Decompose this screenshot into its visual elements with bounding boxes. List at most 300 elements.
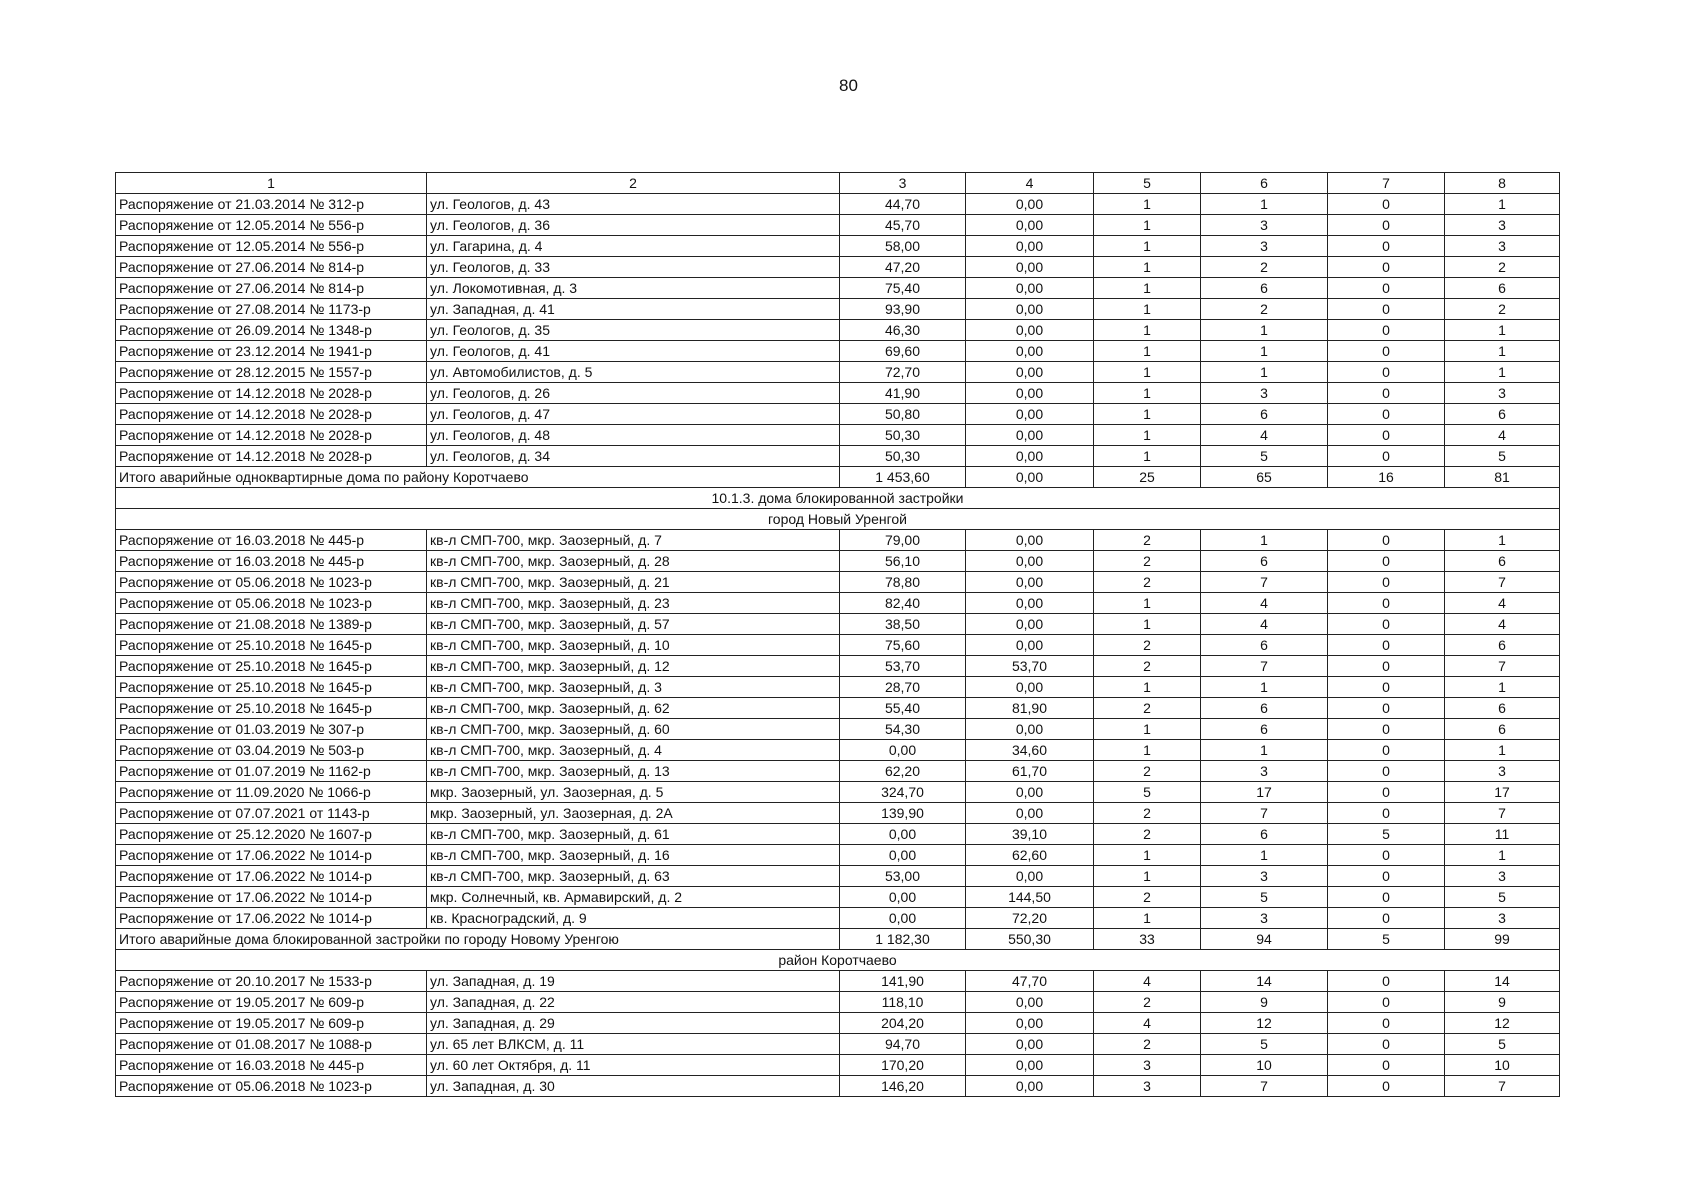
total-value-cell: 0,00 xyxy=(966,467,1094,488)
value-cell: 2 xyxy=(1094,698,1201,719)
value-cell: 82,40 xyxy=(840,593,966,614)
value-cell: 78,80 xyxy=(840,572,966,593)
value-cell: 56,10 xyxy=(840,551,966,572)
order-cell: Распоряжение от 25.10.2018 № 1645-р xyxy=(116,677,427,698)
value-cell: 7 xyxy=(1201,803,1328,824)
value-cell: 93,90 xyxy=(840,299,966,320)
total-value-cell: 81 xyxy=(1445,467,1560,488)
address-cell: кв-л СМП-700, мкр. Заозерный, д. 10 xyxy=(427,635,840,656)
address-cell: ул. Автомобилистов, д. 5 xyxy=(427,362,840,383)
value-cell: 6 xyxy=(1201,635,1328,656)
value-cell: 324,70 xyxy=(840,782,966,803)
value-cell: 0,00 xyxy=(966,362,1094,383)
value-cell: 1 xyxy=(1445,320,1560,341)
value-cell: 0 xyxy=(1328,866,1445,887)
value-cell: 2 xyxy=(1094,1034,1201,1055)
value-cell: 34,60 xyxy=(966,740,1094,761)
value-cell: 7 xyxy=(1201,1076,1328,1097)
value-cell: 0 xyxy=(1328,593,1445,614)
value-cell: 0,00 xyxy=(966,992,1094,1013)
table-row xyxy=(116,278,1560,299)
value-cell: 0,00 xyxy=(840,887,966,908)
value-cell: 0,00 xyxy=(966,446,1094,467)
value-cell: 10 xyxy=(1445,1055,1560,1076)
address-cell: ул. Западная, д. 22 xyxy=(427,992,840,1013)
value-cell: 5 xyxy=(1445,1034,1560,1055)
value-cell: 0,00 xyxy=(966,530,1094,551)
order-cell: Распоряжение от 16.03.2018 № 445-р xyxy=(116,551,427,572)
value-cell: 3 xyxy=(1445,761,1560,782)
address-cell: ул. 60 лет Октября, д. 11 xyxy=(427,1055,840,1076)
value-cell: 7 xyxy=(1201,656,1328,677)
total-value-cell: 33 xyxy=(1094,929,1201,950)
value-cell: 2 xyxy=(1094,656,1201,677)
value-cell: 5 xyxy=(1201,1034,1328,1055)
value-cell: 3 xyxy=(1094,1076,1201,1097)
table-row xyxy=(116,782,1560,803)
address-cell: кв-л СМП-700, мкр. Заозерный, д. 57 xyxy=(427,614,840,635)
table-row xyxy=(116,803,1560,824)
value-cell: 9 xyxy=(1445,992,1560,1013)
value-cell: 2 xyxy=(1094,551,1201,572)
value-cell: 2 xyxy=(1094,635,1201,656)
value-cell: 1 xyxy=(1201,530,1328,551)
table-row xyxy=(116,845,1560,866)
value-cell: 1 xyxy=(1094,257,1201,278)
address-cell: ул. Геологов, д. 26 xyxy=(427,383,840,404)
order-cell: Распоряжение от 25.10.2018 № 1645-р xyxy=(116,698,427,719)
value-cell: 9 xyxy=(1201,992,1328,1013)
value-cell: 4 xyxy=(1445,614,1560,635)
order-cell: Распоряжение от 26.09.2014 № 1348-р xyxy=(116,320,427,341)
value-cell: 53,70 xyxy=(840,656,966,677)
order-cell: Распоряжение от 19.05.2017 № 609-р xyxy=(116,992,427,1013)
order-cell: Распоряжение от 27.06.2014 № 814-р xyxy=(116,257,427,278)
value-cell: 47,70 xyxy=(966,971,1094,992)
table-row xyxy=(116,824,1560,845)
address-cell: кв-л СМП-700, мкр. Заозерный, д. 63 xyxy=(427,866,840,887)
table-row xyxy=(116,572,1560,593)
order-cell: Распоряжение от 11.09.2020 № 1066-р xyxy=(116,782,427,803)
table-row xyxy=(116,971,1560,992)
order-cell: Распоряжение от 25.12.2020 № 1607-р xyxy=(116,824,427,845)
value-cell: 0,00 xyxy=(966,341,1094,362)
value-cell: 3 xyxy=(1445,236,1560,257)
header-cell: 7 xyxy=(1328,173,1445,194)
value-cell: 14 xyxy=(1445,971,1560,992)
value-cell: 0 xyxy=(1328,257,1445,278)
table-row xyxy=(116,719,1560,740)
total-row xyxy=(116,929,1560,950)
value-cell: 0,00 xyxy=(966,866,1094,887)
value-cell: 6 xyxy=(1201,404,1328,425)
value-cell: 2 xyxy=(1094,824,1201,845)
value-cell: 0,00 xyxy=(966,404,1094,425)
value-cell: 0,00 xyxy=(966,803,1094,824)
value-cell: 61,70 xyxy=(966,761,1094,782)
value-cell: 141,90 xyxy=(840,971,966,992)
table-row xyxy=(116,866,1560,887)
table-row xyxy=(116,299,1560,320)
value-cell: 3 xyxy=(1201,215,1328,236)
value-cell: 3 xyxy=(1445,908,1560,929)
value-cell: 1 xyxy=(1094,236,1201,257)
total-label: Итого аварийные дома блокированной застройки по городу Новому Уренгою xyxy=(116,929,840,950)
value-cell: 1 xyxy=(1094,425,1201,446)
address-cell: кв-л СМП-700, мкр. Заозерный, д. 28 xyxy=(427,551,840,572)
value-cell: 7 xyxy=(1445,572,1560,593)
page-number: 80 xyxy=(839,76,858,95)
value-cell: 45,70 xyxy=(840,215,966,236)
value-cell: 0,00 xyxy=(840,908,966,929)
header-cell: 5 xyxy=(1094,173,1201,194)
table-row xyxy=(116,593,1560,614)
value-cell: 0 xyxy=(1328,908,1445,929)
value-cell: 62,20 xyxy=(840,761,966,782)
total-label: Итого аварийные одноквартирные дома по району Коротчаево xyxy=(116,467,840,488)
value-cell: 1 xyxy=(1094,299,1201,320)
value-cell: 0 xyxy=(1328,341,1445,362)
value-cell: 0,00 xyxy=(966,194,1094,215)
table-row xyxy=(116,383,1560,404)
value-cell: 17 xyxy=(1201,782,1328,803)
address-cell: кв-л СМП-700, мкр. Заозерный, д. 62 xyxy=(427,698,840,719)
order-cell: Распоряжение от 25.10.2018 № 1645-р xyxy=(116,656,427,677)
section-title: город Новый Уренгой xyxy=(116,509,1560,530)
value-cell: 81,90 xyxy=(966,698,1094,719)
value-cell: 2 xyxy=(1094,530,1201,551)
value-cell: 0 xyxy=(1328,614,1445,635)
header-cell: 4 xyxy=(966,173,1094,194)
value-cell: 1 xyxy=(1201,362,1328,383)
table-row xyxy=(116,1034,1560,1055)
table-row xyxy=(116,362,1560,383)
value-cell: 55,40 xyxy=(840,698,966,719)
value-cell: 6 xyxy=(1201,719,1328,740)
value-cell: 53,70 xyxy=(966,656,1094,677)
table-row xyxy=(116,677,1560,698)
value-cell: 3 xyxy=(1201,761,1328,782)
value-cell: 7 xyxy=(1445,1076,1560,1097)
value-cell: 1 xyxy=(1094,194,1201,215)
address-cell: ул. Западная, д. 30 xyxy=(427,1076,840,1097)
order-cell: Распоряжение от 14.12.2018 № 2028-р xyxy=(116,383,427,404)
section-header-row xyxy=(116,950,1560,971)
order-cell: Распоряжение от 05.06.2018 № 1023-р xyxy=(116,593,427,614)
section-title: 10.1.3. дома блокированной застройки xyxy=(116,488,1560,509)
table-row xyxy=(116,320,1560,341)
value-cell: 1 xyxy=(1445,530,1560,551)
order-cell: Распоряжение от 12.05.2014 № 556-р xyxy=(116,236,427,257)
value-cell: 0,00 xyxy=(966,257,1094,278)
value-cell: 4 xyxy=(1201,593,1328,614)
value-cell: 5 xyxy=(1445,446,1560,467)
order-cell: Распоряжение от 27.06.2014 № 814-р xyxy=(116,278,427,299)
value-cell: 1 xyxy=(1094,215,1201,236)
value-cell: 12 xyxy=(1201,1013,1328,1034)
section-title: район Коротчаево xyxy=(116,950,1560,971)
value-cell: 139,90 xyxy=(840,803,966,824)
value-cell: 5 xyxy=(1094,782,1201,803)
table-row xyxy=(116,404,1560,425)
value-cell: 4 xyxy=(1445,593,1560,614)
value-cell: 5 xyxy=(1201,446,1328,467)
value-cell: 6 xyxy=(1201,698,1328,719)
order-cell: Распоряжение от 07.07.2021 от 1143-р xyxy=(116,803,427,824)
order-cell: Распоряжение от 16.03.2018 № 445-р xyxy=(116,530,427,551)
value-cell: 0,00 xyxy=(966,278,1094,299)
address-cell: кв-л СМП-700, мкр. Заозерный, д. 7 xyxy=(427,530,840,551)
value-cell: 1 xyxy=(1094,740,1201,761)
value-cell: 0,00 xyxy=(966,1034,1094,1055)
value-cell: 54,30 xyxy=(840,719,966,740)
address-cell: кв-л СМП-700, мкр. Заозерный, д. 13 xyxy=(427,761,840,782)
value-cell: 0,00 xyxy=(966,782,1094,803)
value-cell: 2 xyxy=(1094,803,1201,824)
value-cell: 62,60 xyxy=(966,845,1094,866)
value-cell: 2 xyxy=(1201,257,1328,278)
table-row xyxy=(116,992,1560,1013)
value-cell: 3 xyxy=(1201,866,1328,887)
value-cell: 0,00 xyxy=(966,614,1094,635)
value-cell: 3 xyxy=(1201,908,1328,929)
address-cell: ул. 65 лет ВЛКСМ, д. 11 xyxy=(427,1034,840,1055)
value-cell: 7 xyxy=(1445,656,1560,677)
value-cell: 6 xyxy=(1445,278,1560,299)
address-cell: ул. Геологов, д. 48 xyxy=(427,425,840,446)
order-cell: Распоряжение от 19.05.2017 № 609-р xyxy=(116,1013,427,1034)
value-cell: 6 xyxy=(1445,635,1560,656)
value-cell: 1 xyxy=(1201,677,1328,698)
value-cell: 2 xyxy=(1094,992,1201,1013)
address-cell: кв-л СМП-700, мкр. Заозерный, д. 21 xyxy=(427,572,840,593)
value-cell: 5 xyxy=(1328,824,1445,845)
header-cell: 3 xyxy=(840,173,966,194)
value-cell: 0,00 xyxy=(966,1055,1094,1076)
value-cell: 0 xyxy=(1328,1013,1445,1034)
order-cell: Распоряжение от 05.06.2018 № 1023-р xyxy=(116,1076,427,1097)
value-cell: 0,00 xyxy=(840,824,966,845)
value-cell: 1 xyxy=(1094,719,1201,740)
address-cell: ул. Геологов, д. 43 xyxy=(427,194,840,215)
value-cell: 58,00 xyxy=(840,236,966,257)
value-cell: 75,40 xyxy=(840,278,966,299)
address-cell: ул. Геологов, д. 47 xyxy=(427,404,840,425)
value-cell: 1 xyxy=(1201,740,1328,761)
value-cell: 72,70 xyxy=(840,362,966,383)
header-cell: 1 xyxy=(116,173,427,194)
order-cell: Распоряжение от 17.06.2022 № 1014-р xyxy=(116,845,427,866)
value-cell: 39,10 xyxy=(966,824,1094,845)
order-cell: Распоряжение от 20.10.2017 № 1533-р xyxy=(116,971,427,992)
value-cell: 28,70 xyxy=(840,677,966,698)
address-cell: ул. Геологов, д. 33 xyxy=(427,257,840,278)
value-cell: 0 xyxy=(1328,299,1445,320)
total-value-cell: 1 182,30 xyxy=(840,929,966,950)
order-cell: Распоряжение от 21.03.2014 № 312-р xyxy=(116,194,427,215)
value-cell: 1 xyxy=(1201,194,1328,215)
value-cell: 41,90 xyxy=(840,383,966,404)
value-cell: 0,00 xyxy=(966,320,1094,341)
value-cell: 1 xyxy=(1445,677,1560,698)
value-cell: 6 xyxy=(1201,551,1328,572)
order-cell: Распоряжение от 01.03.2019 № 307-р xyxy=(116,719,427,740)
address-cell: ул. Западная, д. 29 xyxy=(427,1013,840,1034)
value-cell: 6 xyxy=(1445,551,1560,572)
value-cell: 1 xyxy=(1094,908,1201,929)
value-cell: 6 xyxy=(1445,698,1560,719)
value-cell: 1 xyxy=(1094,320,1201,341)
value-cell: 1 xyxy=(1094,362,1201,383)
table-row xyxy=(116,908,1560,929)
table-header-row xyxy=(116,173,1560,194)
value-cell: 6 xyxy=(1445,404,1560,425)
value-cell: 146,20 xyxy=(840,1076,966,1097)
order-cell: Распоряжение от 14.12.2018 № 2028-р xyxy=(116,404,427,425)
address-cell: кв-л СМП-700, мкр. Заозерный, д. 16 xyxy=(427,845,840,866)
header-cell: 6 xyxy=(1201,173,1328,194)
value-cell: 94,70 xyxy=(840,1034,966,1055)
address-cell: кв-л СМП-700, мкр. Заозерный, д. 3 xyxy=(427,677,840,698)
order-cell: Распоряжение от 01.08.2017 № 1088-р xyxy=(116,1034,427,1055)
table-row xyxy=(116,215,1560,236)
table-row xyxy=(116,740,1560,761)
value-cell: 3 xyxy=(1445,215,1560,236)
value-cell: 17 xyxy=(1445,782,1560,803)
order-cell: Распоряжение от 25.10.2018 № 1645-р xyxy=(116,635,427,656)
table-row xyxy=(116,761,1560,782)
value-cell: 50,30 xyxy=(840,425,966,446)
value-cell: 0 xyxy=(1328,320,1445,341)
value-cell: 1 xyxy=(1094,404,1201,425)
value-cell: 2 xyxy=(1094,761,1201,782)
value-cell: 0 xyxy=(1328,383,1445,404)
address-cell: мкр. Солнечный, кв. Армавирский, д. 2 xyxy=(427,887,840,908)
address-cell: ул. Западная, д. 19 xyxy=(427,971,840,992)
value-cell: 7 xyxy=(1445,803,1560,824)
total-row xyxy=(116,467,1560,488)
value-cell: 0 xyxy=(1328,635,1445,656)
value-cell: 118,10 xyxy=(840,992,966,1013)
value-cell: 38,50 xyxy=(840,614,966,635)
value-cell: 6 xyxy=(1445,719,1560,740)
value-cell: 0 xyxy=(1328,803,1445,824)
value-cell: 0 xyxy=(1328,278,1445,299)
value-cell: 170,20 xyxy=(840,1055,966,1076)
value-cell: 47,20 xyxy=(840,257,966,278)
value-cell: 204,20 xyxy=(840,1013,966,1034)
table-row xyxy=(116,551,1560,572)
order-cell: Распоряжение от 03.04.2019 № 503-р xyxy=(116,740,427,761)
value-cell: 0 xyxy=(1328,194,1445,215)
order-cell: Распоряжение от 21.08.2018 № 1389-р xyxy=(116,614,427,635)
value-cell: 7 xyxy=(1201,572,1328,593)
address-cell: ул. Геологов, д. 35 xyxy=(427,320,840,341)
total-value-cell: 16 xyxy=(1328,467,1445,488)
value-cell: 2 xyxy=(1201,299,1328,320)
value-cell: 0 xyxy=(1328,404,1445,425)
value-cell: 0 xyxy=(1328,719,1445,740)
value-cell: 4 xyxy=(1445,425,1560,446)
value-cell: 1 xyxy=(1445,194,1560,215)
order-cell: Распоряжение от 01.07.2019 № 1162-р xyxy=(116,761,427,782)
order-cell: Распоряжение от 14.12.2018 № 2028-р xyxy=(116,446,427,467)
table-row xyxy=(116,1076,1560,1097)
value-cell: 1 xyxy=(1094,845,1201,866)
address-cell: ул. Геологов, д. 34 xyxy=(427,446,840,467)
value-cell: 4 xyxy=(1201,425,1328,446)
value-cell: 2 xyxy=(1094,572,1201,593)
value-cell: 1 xyxy=(1201,845,1328,866)
value-cell: 3 xyxy=(1201,383,1328,404)
order-cell: Распоряжение от 23.12.2014 № 1941-р xyxy=(116,341,427,362)
value-cell: 2 xyxy=(1445,299,1560,320)
value-cell: 1 xyxy=(1094,677,1201,698)
value-cell: 0,00 xyxy=(966,551,1094,572)
value-cell: 14 xyxy=(1201,971,1328,992)
address-cell: кв-л СМП-700, мкр. Заозерный, д. 61 xyxy=(427,824,840,845)
value-cell: 0 xyxy=(1328,992,1445,1013)
value-cell: 0 xyxy=(1328,845,1445,866)
table-row xyxy=(116,635,1560,656)
value-cell: 0,00 xyxy=(840,740,966,761)
value-cell: 0 xyxy=(1328,887,1445,908)
value-cell: 75,60 xyxy=(840,635,966,656)
value-cell: 0,00 xyxy=(840,845,966,866)
order-cell: Распоряжение от 28.12.2015 № 1557-р xyxy=(116,362,427,383)
value-cell: 1 xyxy=(1445,740,1560,761)
value-cell: 1 xyxy=(1201,320,1328,341)
value-cell: 0,00 xyxy=(966,299,1094,320)
value-cell: 0,00 xyxy=(966,593,1094,614)
table-row xyxy=(116,698,1560,719)
address-cell: кв. Красноградский, д. 9 xyxy=(427,908,840,929)
value-cell: 0,00 xyxy=(966,236,1094,257)
value-cell: 3 xyxy=(1445,866,1560,887)
value-cell: 0 xyxy=(1328,425,1445,446)
value-cell: 3 xyxy=(1094,1055,1201,1076)
value-cell: 0,00 xyxy=(966,1076,1094,1097)
value-cell: 1 xyxy=(1094,593,1201,614)
value-cell: 1 xyxy=(1445,362,1560,383)
value-cell: 1 xyxy=(1445,341,1560,362)
value-cell: 1 xyxy=(1094,446,1201,467)
value-cell: 11 xyxy=(1445,824,1560,845)
table-body xyxy=(116,173,1560,1097)
value-cell: 1 xyxy=(1094,614,1201,635)
value-cell: 69,60 xyxy=(840,341,966,362)
value-cell: 0,00 xyxy=(966,719,1094,740)
value-cell: 6 xyxy=(1201,824,1328,845)
section-header-row xyxy=(116,509,1560,530)
value-cell: 0 xyxy=(1328,1055,1445,1076)
order-cell: Распоряжение от 17.06.2022 № 1014-р xyxy=(116,887,427,908)
value-cell: 0 xyxy=(1328,656,1445,677)
address-cell: ул. Гагарина, д. 4 xyxy=(427,236,840,257)
address-cell: ул. Геологов, д. 36 xyxy=(427,215,840,236)
value-cell: 0,00 xyxy=(966,677,1094,698)
order-cell: Распоряжение от 14.12.2018 № 2028-р xyxy=(116,425,427,446)
total-value-cell: 5 xyxy=(1328,929,1445,950)
value-cell: 0 xyxy=(1328,362,1445,383)
value-cell: 0 xyxy=(1328,761,1445,782)
address-cell: кв-л СМП-700, мкр. Заозерный, д. 60 xyxy=(427,719,840,740)
value-cell: 50,80 xyxy=(840,404,966,425)
address-cell: ул. Геологов, д. 41 xyxy=(427,341,840,362)
total-value-cell: 94 xyxy=(1201,929,1328,950)
total-value-cell: 1 453,60 xyxy=(840,467,966,488)
value-cell: 5 xyxy=(1445,887,1560,908)
